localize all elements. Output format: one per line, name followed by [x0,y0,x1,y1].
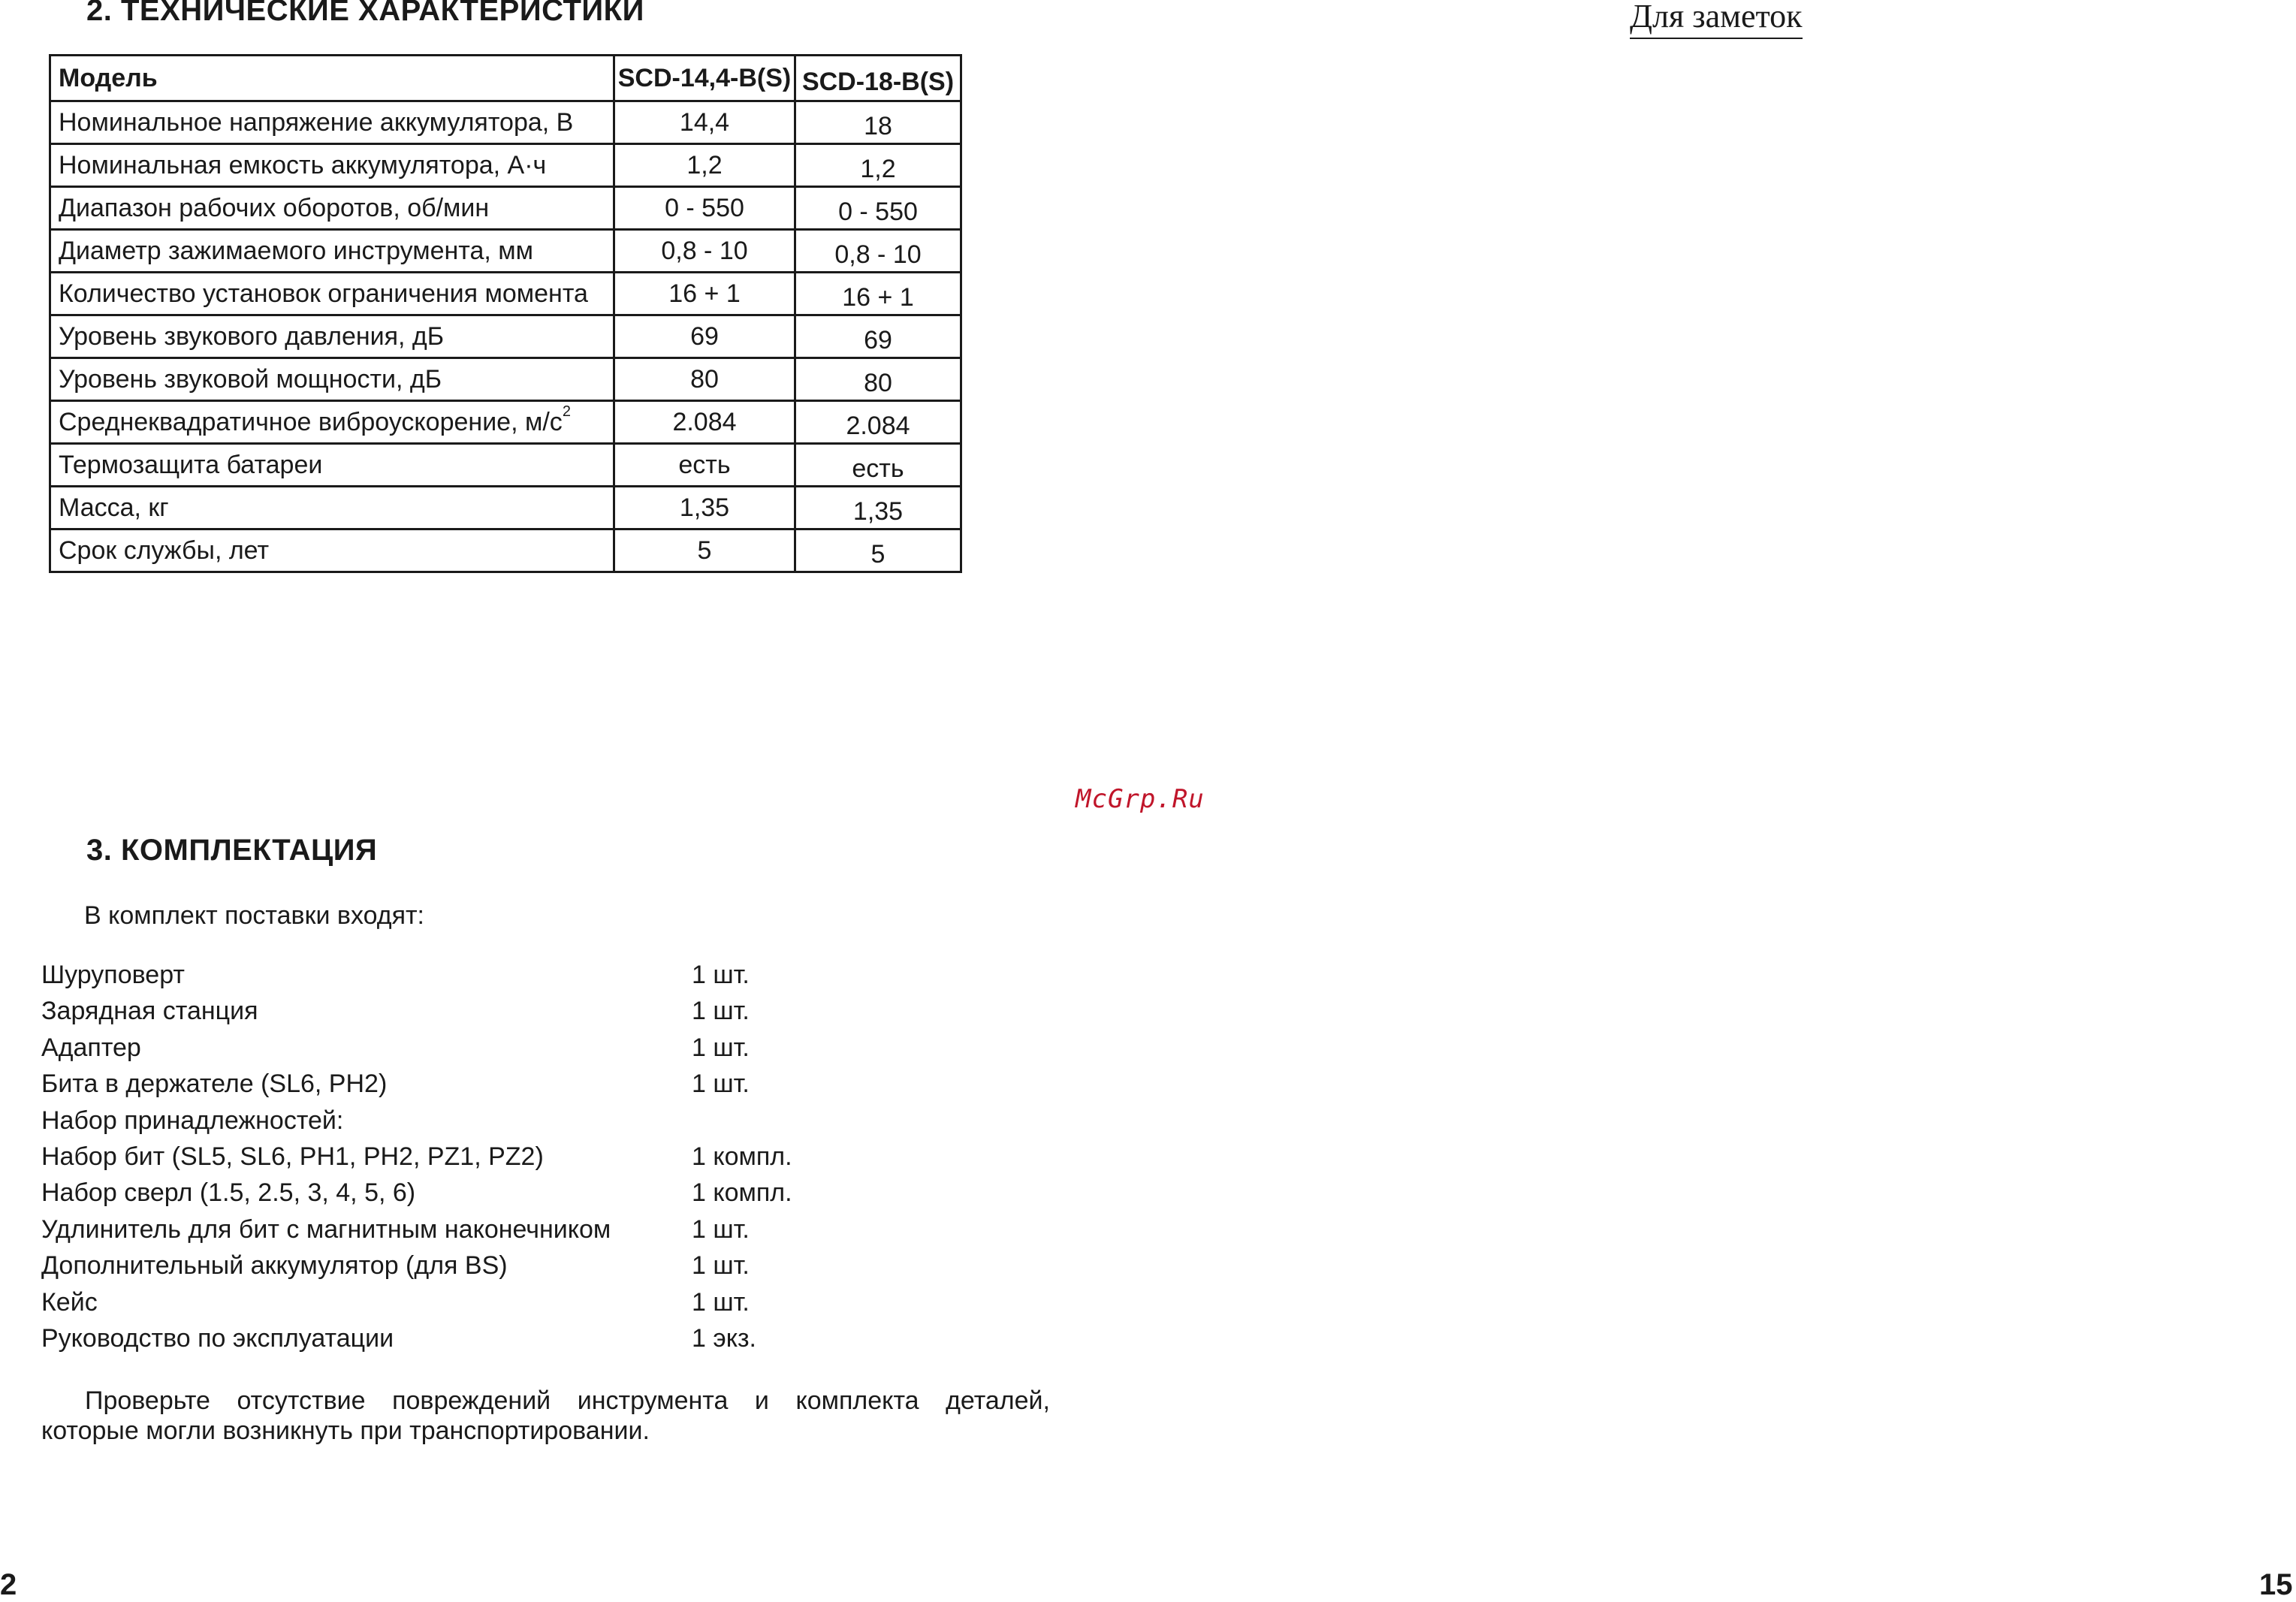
kit-check-note-line-1: Проверьте отсутствие повреждений инструмента и комплекта деталей, [85,1386,1050,1415]
table-row [50,315,961,358]
spec-value-model-2: 5 [795,529,961,572]
kit-item-name: Руководство по эксплуатации [41,1323,394,1353]
table-row [50,487,961,529]
kit-check-note-line-2: которые могли возникнуть при транспортировании. [41,1416,650,1445]
table-row [50,358,961,401]
kit-item-qty: 1 шт. [692,961,750,989]
kit-item-qty: 1 шт. [692,1251,750,1281]
spec-name: Уровень звукового давления, дБ [50,315,614,358]
kit-section-title: 3. КОМПЛЕКТАЦИЯ [86,834,378,867]
superscript: 2 [562,403,571,420]
spec-name: Номинальная емкость аккумулятора, А·ч [50,144,614,187]
kit-item-name: Бита в держателе (SL6, PH2) [41,1070,388,1099]
kit-item-name: Дополнительный аккумулятор (для BS) [41,1251,508,1281]
kit-item-qty: 1 компл. [692,1178,792,1208]
spec-name: Диапазон рабочих оборотов, об/мин [50,187,614,230]
spec-value-model-1: 80 [614,358,795,401]
spec-value-model-1: 14,4 [614,101,795,144]
spec-value-model-2: есть [795,444,961,487]
table-row [50,144,961,187]
spec-value-model-2: 16 + 1 [795,273,961,315]
kit-item-name: Набор сверл (1.5, 2.5, 3, 4, 5, 6) [41,1178,416,1208]
kit-item-qty: 1 экз. [692,1323,756,1353]
kit-item-name: Зарядная станция [41,997,258,1026]
watermark-text: McGrp.Ru [1076,784,1205,814]
spec-value-model-1: 1,2 [614,144,795,187]
kit-item-name: Шуруповерт [41,961,185,989]
kit-item-qty: 1 шт. [692,1287,750,1317]
table-row [50,529,961,572]
specs-table [49,54,962,573]
table-row [50,401,961,444]
kit-item-name: Кейс [41,1287,98,1317]
table-row [50,273,961,315]
spec-value-model-1: есть [614,444,795,487]
spec-value-model-1: 5 [614,529,795,572]
kit-item-name: Набор бит (SL5, SL6, PH1, PH2, PZ1, PZ2) [41,1142,544,1171]
kit-check-note [41,1386,1050,1446]
spec-value-model-1: 1,35 [614,487,795,529]
specs-section-title: 2. ТЕХНИЧЕСКИЕ ХАРАКТЕРИСТИКИ [86,0,644,27]
kit-item-name: Удлинитель для бит с магнитным наконечником [41,1214,611,1244]
kit-item-qty: 1 шт. [692,1033,750,1062]
kit-item-name: Адаптер [41,1033,141,1062]
specs-header-model: Модель [50,56,614,101]
kit-item-qty: 1 шт. [692,1070,750,1099]
spec-name: Номинальное напряжение аккумулятора, В [50,101,614,144]
spec-name: Термозащита батареи [50,444,614,487]
left-page-number: 2 [0,1568,17,1601]
spec-value-model-2: 0,8 - 10 [795,230,961,273]
specs-header-model-2: SCD-18-B(S) [795,56,961,101]
table-row [50,187,961,230]
notes-title: Для заметок [1630,0,1803,39]
table-row [50,101,961,144]
kit-item-name: Набор принадлежностей: [41,1106,344,1135]
spec-name: Масса, кг [50,487,614,529]
spec-value-model-1: 0 - 550 [614,187,795,230]
kit-intro: В комплект поставки входят: [84,901,425,930]
spec-value-model-1: 2.084 [614,401,795,444]
spec-value-model-2: 18 [795,101,961,144]
specs-header-model-1: SCD-14,4-B(S) [614,56,795,101]
table-row [50,230,961,273]
spec-name: Срок службы, лет [50,529,614,572]
spec-value-model-2: 2.084 [795,401,961,444]
spec-name: Уровень звуковой мощности, дБ [50,358,614,401]
table-row [50,444,961,487]
spec-name: Среднеквадратичное виброускорение, $м/с^2$ [50,401,614,444]
spec-value-model-2: 1,35 [795,487,961,529]
spec-value-model-2: 0 - 550 [795,187,961,230]
spec-value-model-2: 80 [795,358,961,401]
right-page-number: 15 [2259,1568,2293,1601]
kit-item-qty: 1 шт. [692,1214,750,1244]
kit-item-qty: 1 компл. [692,1142,792,1171]
spec-value-model-1: 16 + 1 [614,273,795,315]
spec-value-model-1: 69 [614,315,795,358]
spec-value-model-1: 0,8 - 10 [614,230,795,273]
specs-table-header-row [50,56,961,101]
spec-value-model-2: 69 [795,315,961,358]
spec-name: Диаметр зажимаемого инструмента, мм [50,230,614,273]
kit-item-qty: 1 шт. [692,997,750,1026]
spec-name: Количество установок ограничения момента [50,273,614,315]
spec-value-model-2: 1,2 [795,144,961,187]
